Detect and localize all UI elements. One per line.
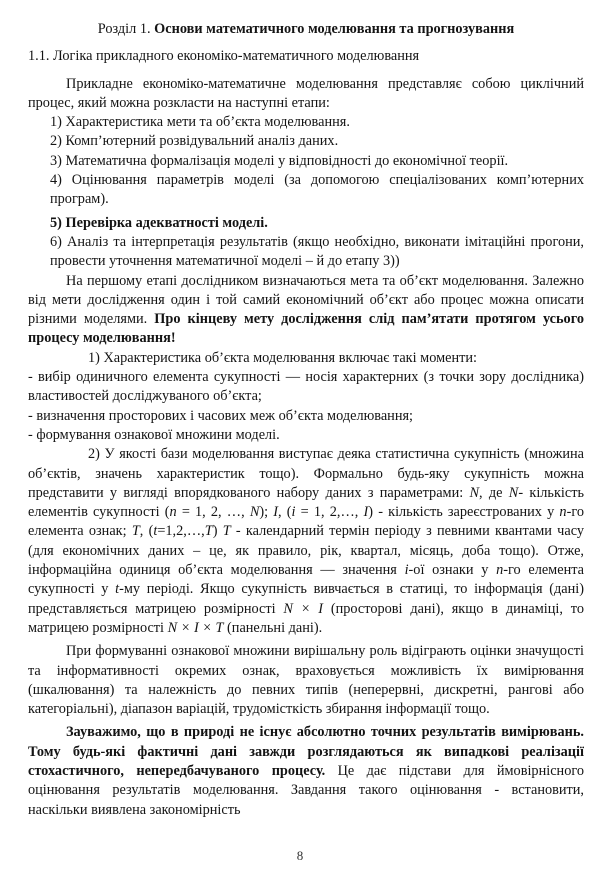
var-n: n	[169, 504, 177, 521]
paragraph-measurement-note	[28, 723, 584, 819]
var-T: T	[131, 523, 140, 540]
text-run: =1,2,…,	[157, 523, 205, 540]
text-run: , (	[278, 504, 292, 521]
matrix-dimension-static: N × I	[283, 600, 324, 617]
text-run: -ої ознаки у	[408, 562, 497, 579]
stage-5-text: 5) Перевірка адекватності моделі.	[50, 214, 268, 231]
text-run: - кількість елементів сукупності (	[28, 484, 584, 521]
var-i: i	[404, 562, 409, 579]
stage-3: 3) Математична формалізація моделі у відповідності до економічної теорії.	[50, 152, 509, 169]
measurement-rest: Це дає підстави для ймовірнісного оцінювання результатів моделювання. Завдання такого оцінювання - встановити, наскільки виявлена закономірність	[28, 762, 585, 818]
section-title: 1.1. Логіка прикладного економіко-математичного моделювання	[28, 48, 420, 65]
text-run: 2) У якості бази моделювання виступає деяка статистична сукупність (множина об’єктів, значень характеристик тощо). Формально будь-яку сукупність можна представити у вигляді впорядкованого набору даних з параметрами:	[28, 446, 584, 501]
chapter-title: Основи математичного моделювання та прогнозування	[154, 21, 515, 37]
stage-1: 1) Характеристика мети та об’єкта моделювання.	[50, 114, 350, 131]
stage-5	[28, 214, 584, 233]
text-run: )	[212, 523, 223, 540]
object-bullet-1: - вибір одиничного елемента сукупності — носія характерних (з точки зору дослідника) властивостей досліджуваного об’єкта;	[28, 369, 584, 405]
paragraph-goal-emphasis: Про кінцеву мету дослідження слід пам’ятати протягом усього процесу моделювання!	[28, 311, 584, 347]
measurement-emphasis: Зауважимо, що в природі не існує абсолютно точних результатів вимірювань. Тому будь-які фактичні дані завжди розглядаються як випадкові реалізації стохастичного, непередбачуваного процесу.	[28, 724, 584, 779]
paragraph-goal-line2: Залежно від мети дослідження один і той самий економічний об’єкт або процес можна описати різними моделями.	[28, 272, 584, 328]
text-run: -го елемента ознак;	[28, 504, 584, 540]
var-N: N	[469, 484, 480, 501]
paragraph-goal-line1: На першому етапі дослідником визначаються мета та об’єкт моделювання.	[66, 272, 528, 289]
var-n: n	[559, 504, 567, 521]
page-number: 8	[296, 848, 304, 863]
text-run: , де	[479, 484, 509, 501]
var-N: N	[508, 484, 519, 501]
stage-4: 4) Оцінювання параметрів моделі (за допомогою спеціалізованих комп’ютерних програм).	[50, 172, 584, 208]
matrix-dimension-panel: N × I × T	[167, 619, 224, 636]
paragraph-feature-set: При формуванні ознакової множини вирішальну роль відіграють оцінки значущості та інформативності окремих ознак, враховується можливість їх вимірювання (шкалювання) та належність до певних типів (неперервні, дискретні, рангові або категоріальні), діапазон варіацій, трудомісткість збирання інформації тощо.	[28, 643, 584, 718]
var-I: I	[273, 504, 279, 521]
text-run: = 1, 2, …,	[176, 504, 250, 521]
stage-2: 2) Комп’ютерний розвідувальний аналіз даних.	[50, 133, 339, 150]
paragraph-goal	[28, 272, 584, 349]
chapter-prefix: Розділ 1.	[97, 21, 151, 37]
stage-6: 6) Аналіз та інтерпретація результатів (якщо необхідно, виконати імітаційні прогони, провести уточнення математичної моделі – й до етапу 3))	[50, 233, 584, 270]
text-run: -го елемента сукупності у	[28, 562, 584, 598]
text-run: (панельні дані).	[223, 619, 323, 636]
chapter-heading	[28, 20, 584, 39]
var-i: i	[291, 504, 296, 521]
object-bullet-2: - визначення просторових і часових меж об’єкта моделювання;	[28, 407, 414, 424]
text-run: (просторові дані), якщо в динаміці, то матрицею розмірності	[28, 600, 584, 636]
text-run: - календарний термін періоду з певними квантами часу (для економічних даних – це, як правило, рік, квартал, місяць, доба тощо). Отже, інформаційна одиниця об’єкта моделювання — значення	[28, 523, 584, 579]
var-T: T	[222, 523, 231, 540]
object-bullet-3: - формування ознакової множини моделі.	[28, 426, 280, 443]
var-I: I	[363, 504, 369, 521]
var-t: t	[153, 523, 158, 540]
var-N: N	[249, 504, 260, 521]
object-characteristics-lead: 1) Характеристика об’єкта моделювання включає такі моменти:	[88, 349, 478, 366]
text-run: = 1, 2,…,	[295, 504, 364, 521]
var-n: n	[496, 562, 504, 579]
var-T: T	[204, 523, 213, 540]
text-run: -му періоді. Якщо сукупність вивчається в статиці, то інформація (дані) представляється матрицею розмірності	[28, 581, 584, 617]
intro-paragraph: Прикладне економіко-математичне моделювання представляє собою циклічний процес, який можна розкласти на наступні етапи:	[28, 75, 584, 111]
var-t: t	[115, 581, 120, 598]
text-run: ) - кількість зареєстрованих у	[368, 504, 560, 521]
text-run: , (	[139, 523, 154, 540]
paragraph-data-base	[28, 445, 584, 638]
text-run: );	[259, 504, 274, 521]
